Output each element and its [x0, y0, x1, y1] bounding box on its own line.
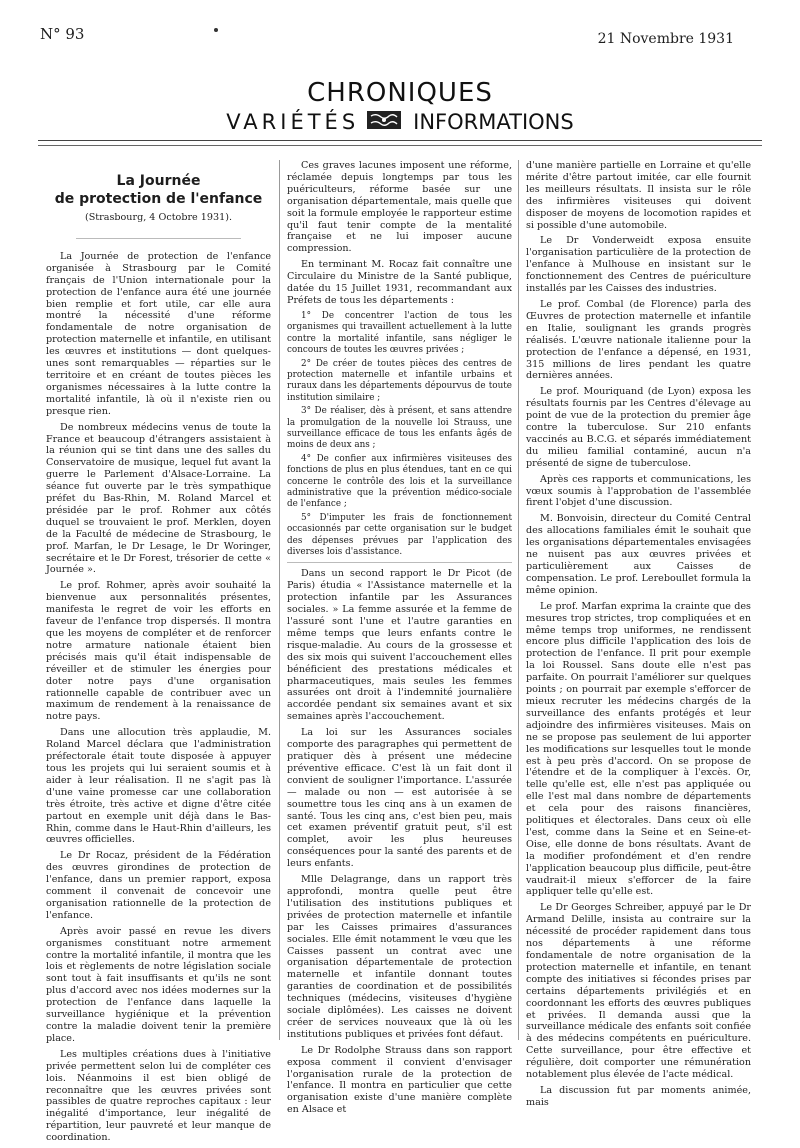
article-title-line-1: La Journée [116, 173, 201, 189]
paragraph: Le prof. Combal (de Florence) parla des Œuvres de protection maternelle et infantile en Italie, soulignant les grands progrès réalisés. L'œuvre nationale italienne pour la protection de l'enfance a dépensé, en 1931, 315 millions de lires pendant les quatre dernières années. [526, 298, 751, 382]
paragraph: Le Dr Vonderweidt exposa ensuite l'organisation particulière de la protection de l'enfance à Mulhouse en insistant sur le fonctionnement des Centres de puériculture installés par les Caisses des industries. [526, 235, 751, 295]
paragraph: Dans un second rapport le Dr Picot (de Paris) étudia « l'Assistance maternelle et la protection infantile par les Assurances sociales. » La femme assurée et la femme de l'assuré sont l'une et l'autre garanties en même temps que leurs enfants contre le risque-maladie. Au cours de la grossesse et des six mois qui suivent l'accouchement elles bénéficient des prestations médicales et pharmaceutiques, mais seules les femmes assurées ont droit à l'indemnité journalière accordée pendant six semaines avant et six semaines après l'accouchement. [287, 568, 512, 723]
list-item: 2° De créer de toutes pièces des centres de protection maternelle et infantile urbains et ruraux dans les départements dépourvus de toute institution similaire ; [287, 358, 512, 403]
column-divider-2 [518, 160, 519, 1040]
ornament-icon [367, 110, 401, 134]
paragraph: Mlle Delagrange, dans un rapport très approfondi, montra quelle peut être l'utilisation des institutions publiques et privées de protection maternelle et infantile par les Caisses primaires d'assurances sociales. Elle émit notamment le vœu que les Caisses passent un contrat avec une organisation départementale de protection maternelle et infantile donnant toutes garanties de coordination et de possibilités techniques (médecins, visiteuses d'hygiène sociale diplômées). Les caisses ne doivent créer de services nouveaux que là où les institutions publiques et privées font défaut. [287, 874, 512, 1040]
paragraph: La loi sur les Assurances sociales comporte des paragraphes qui permettent de pratiquer dès à présent une médecine préventive efficace. C'est là un fait dont il convient de souligner l'importance. L'assurée — malade ou non — est autorisée à se soumettre tous les cinq ans à un examen de santé. Tous les cinq ans, c'est bien peu, mais cet examen préventif gratuit peut, s'il est complet, avoir les plus heureuses conséquences pour la santé des parents et de leurs enfants. [287, 727, 512, 870]
list-item: 5° D'imputer les frais de fonctionnement occasionnés par cette organisation sur le budget des dépenses prévues par l'application des diverses lois d'assistance. [287, 512, 512, 557]
circular-list [287, 311, 512, 559]
list-item: 4° De confier aux infirmières visiteuses des fonctions de plus en plus étendues, tant en ce qui concerne le contrôle des lois et la surveillance administrative que la prévention médico-sociale de l'enfance ; [287, 453, 512, 510]
paragraph: De nombreux médecins venus de toute la France et beaucoup d'étrangers assistaient à la réunion qui se tint dans une des salles du Conservatoire de musique, lequel fut avant la guerre le Parlement d'Alsace-Lorraine. La séance fut ouverte par le très sympathique préfet du Bas-Rhin, M. Roland Marcel et présidée par le prof. Rohmer aux côtés duquel se trouvaient le prof. Merklen, doyen de la Faculté de médecine de Strasbourg, le prof. Marfan, le Dr Lesage, le Dr Woringer, secrétaire et le Dr Forest, trésorier de cette « Journée ». [46, 421, 271, 576]
paragraph: M. Bonvoisin, directeur du Comité Central des allocations familiales émit le souhait que les organisations départementales envisagées ne nuisent pas aux œuvres privées et particulièrement aux Caisses de compensation. Le prof. Lereboullet formula la même opinion. [526, 513, 751, 596]
column-2 [287, 160, 512, 1120]
paragraph: La Journée de protection de l'enfance organisée à Strasbourg par le Comité français de l'Union internationale pour la protection de l'enfance aura été une journée bien remplie et fort utile, car elle aura montré la nécessité d'une réforme fondamentale de notre organisation de protection maternelle et infantile, en utilisant les œuvres et institutions — dont quelques-unes sont remarquables — réparties sur le territoire et en créant de toutes pièces les organismes nécessaires à la lutte contre la mortalité infantile, là où il n'existe rien ou presque rien. [46, 250, 271, 417]
article-title-line-2: de protection de l'enfance [54, 191, 263, 207]
paragraph: Ces graves lacunes imposent une réforme, réclamée depuis longtemps par tous les puériculteurs, réforme basée sur une organisation départementale, mais quelle que soit la formule employée le rapporteur estime qu'il faut tenir compte de la mentalité française et ne lui imposer aucune compression. [287, 160, 512, 255]
list-item: 3° De réaliser, dès à présent, et sans attendre la promulgation de la nouvelle loi Strauss, une surveillance efficace de tous les enfants âgés de moins de deux ans ; [287, 406, 512, 451]
column-3 [526, 160, 751, 1113]
paragraph: Le Dr Rodolphe Strauss dans son rapport exposa comment il convient d'envisager l'organisation rurale de la protection de l'enfance. Il montra en particulier que cette organisation existe d'une manière complète en Alsace et [287, 1044, 512, 1116]
masthead-rule [38, 140, 762, 141]
column-1 [46, 160, 271, 1148]
paragraph: Le Dr Georges Schreiber, appuyé par le Dr Armand Delille, insista au contraire sur la nécessité de procéder rapidement dans tous nos départements à une réforme fondamentale de notre organisation de la protection maternelle et infantile, en tenant compte des initiatives si fécondes prises par certains départements privilégiés et en coordonnant les efforts des œuvres publiques et privées. Il demanda aussi que la surveillance médicale des enfants soit confiée à des médecins compétents en puériculture. Cette surveillance, pour être effective et régulière, doit comporter une rémunération notablement plus élevée de l'acte médical. [526, 902, 751, 1081]
issue-number: N° 93 [40, 25, 85, 43]
decorative-dot [214, 28, 218, 32]
paragraph: Le Dr Rocaz, président de la Fédération des œuvres girondines de protection de l'enfance, dans un premier rapport, exposa comment il convenait de concevoir une organisation rationnelle de la protection de l'enfance. [46, 850, 271, 921]
column-divider-1 [279, 160, 280, 1040]
paragraph: d'une manière partielle en Lorraine et qu'elle mérite d'être partout imitée, car elle fournit les meilleurs résultats. Il insista sur le rôle des infirmières visiteuses qui doivent disposer de moyens de locomotion rapides et si possible d'une automobile. [526, 160, 751, 231]
paragraph: Dans une allocution très applaudie, M. Roland Marcel déclara que l'administration préfectorale était toute disposée à appuyer tous les projets qui lui seraient soumis et à aider à leur réalisation. Il ne s'agit pas là d'une vaine promesse car une collaboration très étroite, très active et digne d'être citée partout en exemple unit déjà dans le Bas-Rhin, comme dans le Haut-Rhin d'ailleurs, les œuvres officielles. [46, 727, 271, 846]
paragraph: En terminant M. Rocaz fait connaître une Circulaire du Ministre de la Santé publique, datée du 15 Juillet 1931, recommandant aux Préfets de tous les départements : [287, 259, 512, 306]
article-subtitle: (Strasbourg, 4 Octobre 1931). [84, 212, 232, 223]
masthead-rule-thin [38, 145, 762, 146]
paragraph: La discussion fut par moments animée, mais [526, 1084, 751, 1108]
masthead-informations: INFORMATIONS [413, 110, 574, 134]
masthead-title: CHRONIQUES [307, 78, 493, 108]
title-rule [76, 238, 241, 239]
masthead-subtitle [0, 110, 800, 134]
paragraph: Les multiples créations dues à l'initiative privée permettent selon lui de compléter ces lois. Néanmoins il est bien obligé de reconnaître que les œuvres privées sont passibles de quatre reproches capitaux : leur inégalité d'importance, leur inégalité de répartition, leur pauvreté et leur manque de coordination. [46, 1048, 271, 1144]
issue-date: 21 Novembre 1931 [597, 31, 734, 47]
paragraph: Le prof. Mouriquand (de Lyon) exposa les résultats fournis par les Centres d'élevage au point de vue de la protection du premier âge contre la tuberculose. Sur 210 enfants vaccinés au B.C.G. et séparés immédiatement du milieu familial contaminé, aucun n'a présenté de signe de tuberculose. [526, 386, 751, 469]
list-item: 1° De concentrer l'action de tous les organismes qui travaillent actuellement à la lutte contre la mortalité infantile, sans négliger le concours de toutes les œuvres privées ; [287, 310, 512, 356]
paragraph: Le prof. Rohmer, après avoir souhaité la bienvenue aux personnalités présentes, manifesta le regret de voir les efforts en faveur de l'enfance trop dispersés. Il montra que les moyens de compléter et de renforcer notre armature nationale étaient bien précisés mais qu'il était indispensable de réveiller et de stimuler les énergies pour doter notre pays d'une organisation rationnelle capable de contribuer avec un maximum de rendement à la renaissance de notre pays. [46, 580, 271, 723]
masthead-varietes: VARIÉTÉS [226, 110, 360, 134]
paragraph: Le prof. Marfan exprima la crainte que des mesures trop strictes, trop compliquées et en même temps trop uniformes, ne rendissent encore plus difficile l'application des lois de protection de l'enfance. Il prit pour exemple la loi Roussel. Sans doute elle n'est pas parfaite. On pourrait l'améliorer sur quelques points ; on pourrait par exemple s'efforcer de mieux recruter les médecins chargés de la surveillance des enfants protégés et leur adjoindre des infirmières visiteuses. Mais on ne se propose pas seulement de lui apporter les modifications sur lesquelles tout le monde est à peu près d'accord. On se propose de l'étendre et de la compliquer à l'excès. Or, telle qu'elle est, elle n'est pas appliquée ou elle l'est mal dans nombre de départements et cela pour des raisons financières, politiques et électorales. Dans ceux où elle l'est, comme dans la Seine et en Seine-et-Oise, elle donne de bons résultats. Avant de la modifier profondément et d'en rendre l'application beaucoup plus difficile, peut-être vaudrait-il mieux s'efforcer de la faire appliquer telle qu'elle est. [526, 600, 751, 898]
paragraph: Après avoir passé en revue les divers organismes constituant notre armement contre la mortalité infantile, il montra que les lois et règlements de notre législation sociale sont tout à fait insuffisants et qu'ils ne sont plus d'accord avec nos idées modernes sur la protection de l'enfance dans laquelle la surveillance hygiénique et la prévention contre la maladie doivent tenir la première place. [46, 925, 271, 1044]
paragraph: Après ces rapports et communications, les vœux soumis à l'approbation de l'assemblée firent l'objet d'une discussion. [526, 473, 751, 509]
